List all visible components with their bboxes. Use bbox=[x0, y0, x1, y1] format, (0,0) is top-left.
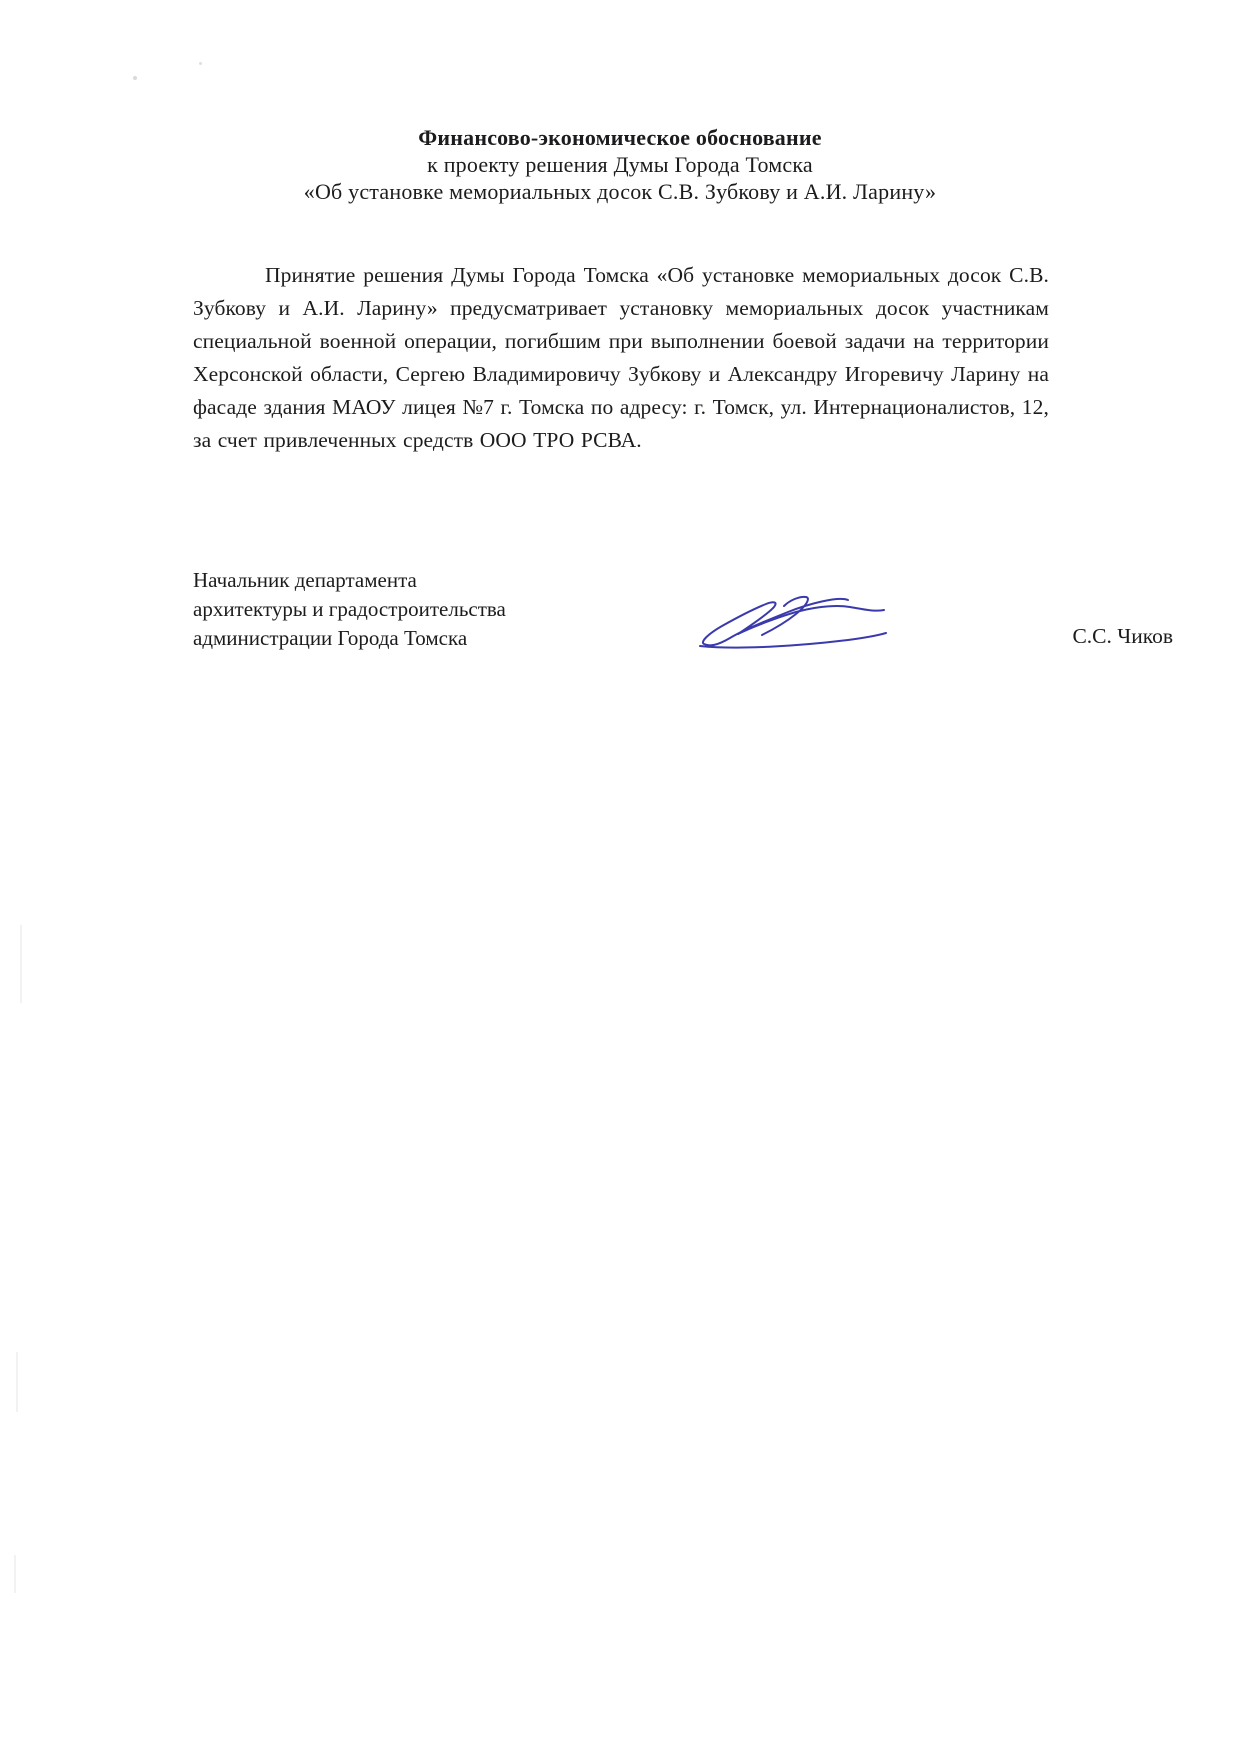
job-title-line: администрации Города Томска bbox=[193, 626, 468, 650]
scan-smudge bbox=[20, 925, 22, 1003]
title-line-main: Финансово-экономическое обоснование bbox=[418, 125, 822, 150]
title-line-decision-name: «Об установке мемориальных досок С.В. Зубкову и А.И. Ларину» bbox=[303, 179, 937, 204]
signer-job-title bbox=[193, 566, 613, 653]
document-title bbox=[160, 124, 1080, 205]
scan-smudge bbox=[14, 1555, 16, 1593]
body-paragraph: Принятие решения Думы Города Томска «Об установке мемориальных досок С.В. Зубкову и А.И. Ларину» предусматривает установку мемориальных досок участникам специальной военной операции, погибшим при выполнении боевой задачи на территории Херсонской области, Сергею Владимировичу Зубкову и Александру Игоревичу Ларину на фасаде здания МАОУ лицея №7 г. Томска по адресу: г. Томск, ул. Интернационалистов, 12, за счет привлеченных средств ООО ТРО РСВА. bbox=[193, 263, 1049, 452]
scan-speck bbox=[133, 76, 137, 80]
job-title-line: Начальник департамента bbox=[193, 568, 417, 592]
job-title-line: архитектуры и градостроительства bbox=[193, 597, 506, 621]
signer-name: С.С. Чиков bbox=[1072, 624, 1173, 648]
scan-smudge bbox=[16, 1352, 18, 1412]
handwritten-signature bbox=[688, 590, 898, 652]
title-line-subtitle: к проекту решения Думы Города Томска bbox=[427, 152, 813, 177]
scan-speck bbox=[199, 62, 202, 65]
signature-block bbox=[193, 566, 1173, 666]
